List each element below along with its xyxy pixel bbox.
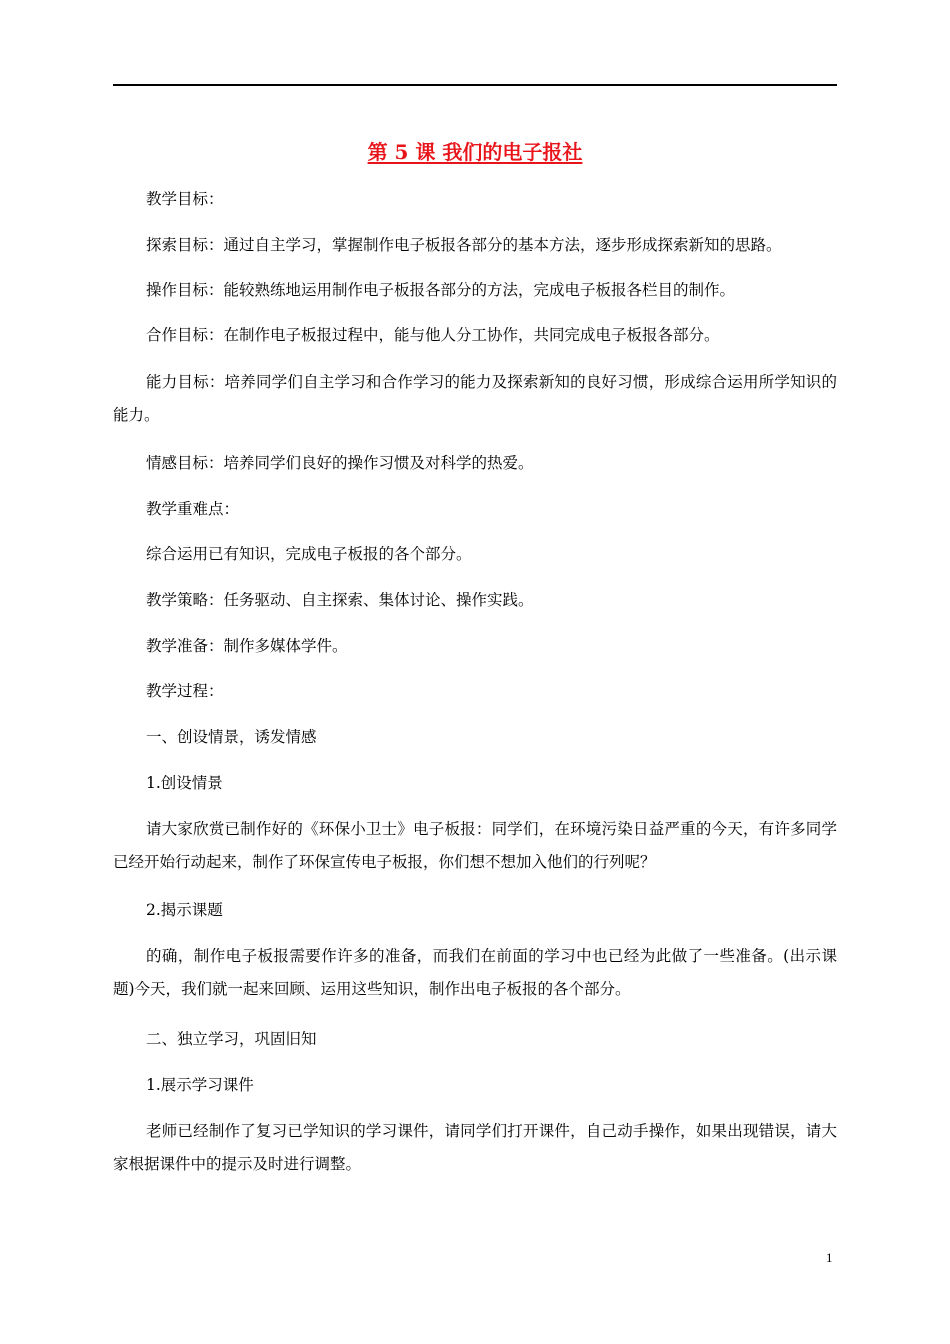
paragraph: 教学过程： bbox=[146, 682, 224, 700]
paragraph: 教学目标： bbox=[146, 190, 224, 208]
page-title: 第 5 课 我们的电子报社 bbox=[367, 140, 583, 164]
paragraph: 一、创设情景，诱发情感 bbox=[146, 728, 317, 746]
paragraph: 1.展示学习课件 bbox=[146, 1076, 254, 1094]
paragraph: 1.创设情景 bbox=[146, 774, 223, 792]
paragraph: 请大家欣赏已制作好的《环保小卫士》电子板报：同学们，在环境污染日益严重的今天，有许多同学已经开始行动起来，制作了环保宣传电子板报，你们想不想加入他们的行列呢？ bbox=[113, 820, 837, 871]
paragraph: 探索目标：通过自主学习，掌握制作电子板报各部分的基本方法，逐步形成探索新知的思路。 bbox=[146, 236, 782, 254]
paragraph: 合作目标：在制作电子板报过程中，能与他人分工协作，共同完成电子板报各部分。 bbox=[146, 326, 720, 344]
paragraph: 的确，制作电子板报需要作许多的准备，而我们在前面的学习中也已经为此做了一些准备。(出示课题)今天，我们就一起来回顾、运用这些知识，制作出电子板报的各个部分。 bbox=[113, 947, 837, 998]
paragraph: 教学策略：任务驱动、自主探索、集体讨论、操作实践。 bbox=[146, 591, 534, 609]
paragraph: 能力目标：培养同学们自主学习和合作学习的能力及探索新知的良好习惯，形成综合运用所学知识的能力。 bbox=[113, 373, 837, 424]
header-rule bbox=[113, 84, 837, 86]
paragraph: 老师已经制作了复习已学知识的学习课件，请同学们打开课件，自己动手操作，如果出现错误，请大家根据课件中的提示及时进行调整。 bbox=[113, 1122, 837, 1173]
paragraph: 教学准备：制作多媒体学件。 bbox=[146, 637, 348, 655]
paragraph: 综合运用已有知识，完成电子板报的各个部分。 bbox=[146, 545, 472, 563]
page-number: 1 bbox=[826, 1250, 833, 1265]
paragraph: 操作目标：能较熟练地运用制作电子板报各部分的方法，完成电子板报各栏目的制作。 bbox=[146, 281, 736, 299]
paragraph: 2.揭示课题 bbox=[146, 901, 223, 919]
paragraph: 二、独立学习，巩固旧知 bbox=[146, 1030, 317, 1048]
paragraph: 教学重难点： bbox=[146, 500, 240, 518]
paragraph: 情感目标：培养同学们良好的操作习惯及对科学的热爱。 bbox=[146, 454, 534, 472]
